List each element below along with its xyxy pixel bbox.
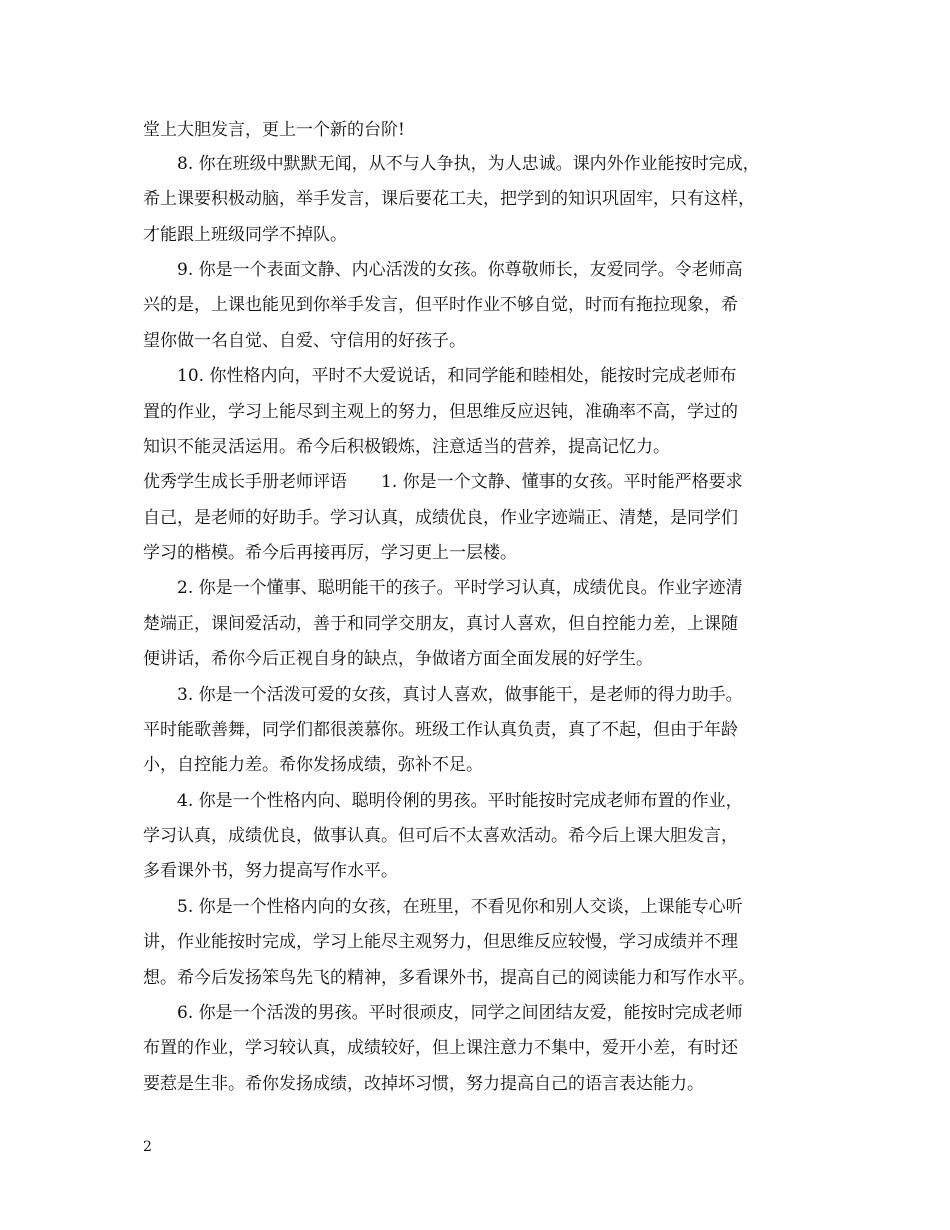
text-line: 多看课外书，努力提高写作水平。 xyxy=(143,861,398,881)
text-line: 小，自控能力差。希你发扬成绩，弥补不足。 xyxy=(143,755,483,775)
text-line: 2. 你是一个懂事、聪明能干的孩子。平时学习认真，成绩优良。作业字迹清 xyxy=(143,578,743,598)
text-line: 优秀学生成长手册老师评语 1. 你是一个文静、懂事的女孩。平时能严格要求 xyxy=(143,472,743,492)
text-line: 楚端正，课间爱活动，善于和同学交朋友，真讨人喜欢，但自控能力差，上课随 xyxy=(143,614,738,634)
text-line: 学习认真，成绩优良，做事认真。但可后不太喜欢活动。希今后上课大胆发言， xyxy=(143,826,738,846)
text-line: 堂上大胆发言，更上一个新的台阶! xyxy=(143,120,405,140)
text-line: 知识不能灵活运用。希今后积极锻炼，注意适当的营养，提高记忆力。 xyxy=(143,437,670,457)
text-line: 置的作业，学习上能尽到主观上的努力，但思维反应迟钝，准确率不高，学过的 xyxy=(143,402,738,422)
text-line: 10. 你性格内向，平时不大爱说话，和同学能和睦相处，能按时完成老师布 xyxy=(143,366,737,386)
text-line: 平时能歌善舞，同学们都很羡慕你。班级工作认真负责，真了不起，但由于年龄 xyxy=(143,720,738,740)
text-line: 9. 你是一个表面文静、内心活泼的女孩。你尊敬师长，友爱同学。令老师高 xyxy=(143,260,743,280)
text-line: 布置的作业，学习较认真，成绩较好，但上课注意力不集中，爱开小差，有时还 xyxy=(143,1038,738,1058)
text-line: 便讲话，希你今后正视自身的缺点，争做诸方面全面发展的好学生。 xyxy=(143,649,653,669)
text-line: 8. 你在班级中默默无闻，从不与人争执，为人忠诚。课内外作业能按时完成， xyxy=(143,154,760,174)
text-line: 3. 你是一个活泼可爱的女孩，真讨人喜欢，做事能干，是老师的得力助手。 xyxy=(143,685,743,705)
text-line: 讲，作业能按时完成，学习上能尽主观努力，但思维反应较慢，学习成绩并不理 xyxy=(143,932,738,952)
text-line: 学习的楷模。希今后再接再厉，学习更上一层楼。 xyxy=(143,543,517,563)
text-line: 想。希今后发扬笨鸟先飞的精神，多看课外书，提高自己的阅读能力和写作水平。 xyxy=(143,968,755,988)
text-line: 希上课要积极动脑，举手发言，课后要花工夫，把学到的知识巩固牢，只有这样， xyxy=(143,189,755,209)
text-line: 望你做一名自觉、自爱、守信用的好孩子。 xyxy=(143,331,466,351)
text-line: 4. 你是一个性格内向、聪明伶俐的男孩。平时能按时完成老师布置的作业， xyxy=(143,791,743,811)
text-line: 5. 你是一个性格内向的女孩，在班里，不看见你和别人交谈，上课能专心听 xyxy=(143,897,743,917)
text-line: 才能跟上班级同学不掉队。 xyxy=(143,225,347,245)
text-line: 6. 你是一个活泼的男孩。平时很顽皮，同学之间团结友爱，能按时完成老师 xyxy=(143,1003,743,1023)
text-line: 自己，是老师的好助手。学习认真，成绩优良，作业字迹端正、清楚，是同学们 xyxy=(143,508,738,528)
page-number: 2 xyxy=(143,1139,152,1155)
text-line: 兴的是，上课也能见到你举手发言，但平时作业不够自觉，时而有拖拉现象，希 xyxy=(143,295,738,315)
text-line: 要惹是生非。希你发扬成绩，改掉坏习惯，努力提高自己的语言表达能力。 xyxy=(143,1074,704,1094)
